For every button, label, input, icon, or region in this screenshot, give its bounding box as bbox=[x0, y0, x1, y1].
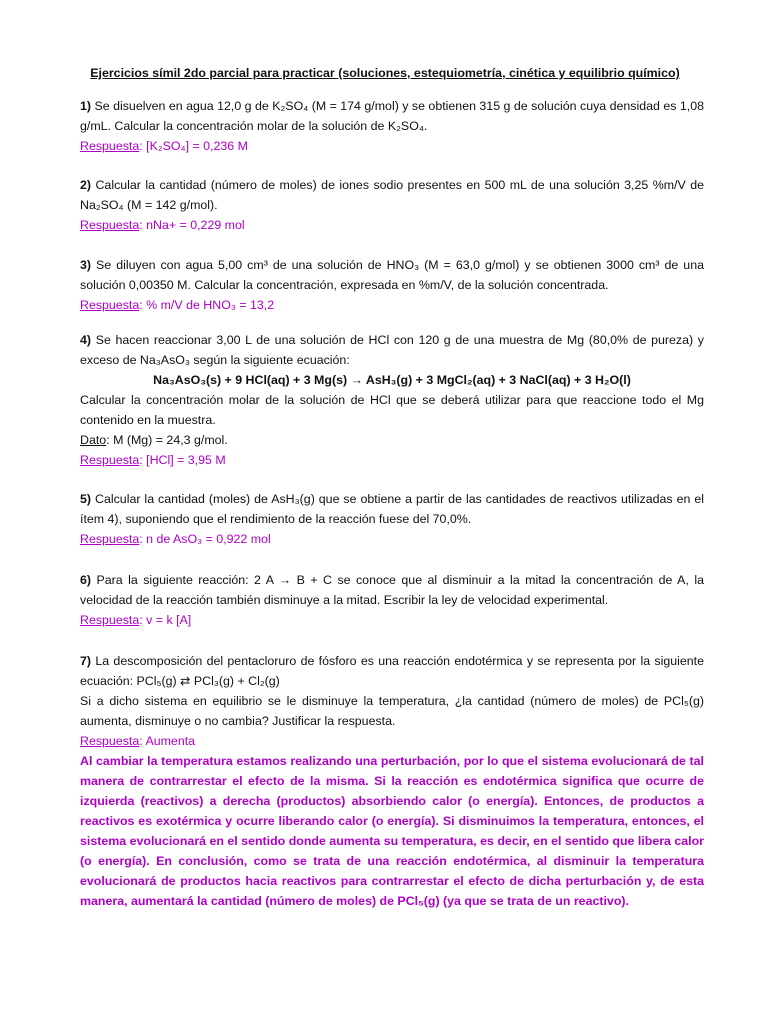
answer-value: v = k [A] bbox=[146, 613, 192, 627]
exercise-1: 1) Se disuelven en agua 12,0 g de K₂SO₄ (M = 174 g/mol) y se obtienen 315 g de solución cuya densidad es 1,08 g/mL. Calcular la concentración molar de la solución de K₂SO₄. Respuesta: [K₂SO₄] = 0,236 M bbox=[80, 99, 704, 153]
answer-value: n de AsO₃ = 0,922 mol bbox=[146, 532, 271, 546]
data-text: M (Mg) = 24,3 g/mol. bbox=[113, 433, 228, 447]
exercise-statement: Se diluyen con agua 5,00 cm³ de una solución de HNO₃ (M = 63,0 g/mol) y se obtienen 3000 cm³ de una solución 0,00350 M. Calcular la concentración, expresada en %m/V, de la solución concentrada. bbox=[80, 258, 704, 292]
exercise-number: 6) bbox=[80, 573, 92, 587]
exercise-statement: Se disuelven en agua 12,0 g de K₂SO₄ (M = 174 g/mol) y se obtienen 315 g de solución cuya densidad es 1,08 g/mL. Calcular la concentración molar de la solución de K₂SO₄. bbox=[80, 99, 704, 133]
exercise-3: 3) Se diluyen con agua 5,00 cm³ de una solución de HNO₃ (M = 63,0 g/mol) y se obtienen 3000 cm³ de una solución 0,00350 M. Calcular la concentración, expresada en %m/V, de la solución concentrada. Respuesta: % m/V de HNO₃ = 13,2 bbox=[80, 258, 704, 312]
exercise-statement: Para la siguiente reacción: 2 A → B + C se conoce que al disminuir a la mitad la concentración de A, la velocidad de la reacción también disminuye a la mitad. Escribir la ley de velocidad experimental. bbox=[80, 573, 704, 607]
exercise-5: 5) Calcular la cantidad (moles) de AsH₃(g) que se obtiene a partir de las cantidades de reactivos utilizadas en el ítem 4), suponiendo que el rendimiento de la reacción fuese del 70,0%. Respuesta: n de AsO₃ = 0,922 mol bbox=[80, 492, 704, 546]
answer-label: Respuesta bbox=[80, 734, 140, 748]
answer-label: Respuesta bbox=[80, 139, 140, 153]
data-label: Dato bbox=[80, 433, 107, 447]
exercise-statement: Calcular la cantidad (número de moles) de iones sodio presentes en 500 mL de una solución 3,25 %m/V de Na₂SO₄ (M = 142 g/mol). bbox=[80, 178, 704, 212]
exercise-7: 7) La descomposición del pentacloruro de fósforo es una reacción endotérmica y se representa por la siguiente ecuación: PCl₅(g) ⇄ PCl₃(g) + Cl₂(g) Si a dicho sistema en equilibrio se le disminuye la temperatura, ¿la cantidad (número de moles) de PCl₅(g) aumenta, disminuye o no cambia? Justificar la respuesta. Respuesta: Aumenta Al cambiar la temperatura estamos realizando una perturbación, por lo que el sistema evolucionará de tal manera de contrarrestar el efecto de la misma. Si la reacción es endotérmica significa que ocurre de izquierda (reactivos) a derecha (productos) absorbiendo calor (o energía). Entonces, de productos a reactivos es exotérmica y ocurre liberando calor (o energía). Si disminuimos la temperatura, entonces, el sistema evolucionará en el sentido donde aumenta su temperatura, es decir, en el sentido que libera calor (o energía). En conclusión, como se trata de una reacción endotérmica, al disminuir la temperatura evolucionará de productos hacia reactivos para contrarrestar el efecto de dicha perturbación y, de esta manera, aumentará la cantidad (número de moles) de PCl₅(g) (ya que se trata de un reactivo). bbox=[80, 651, 704, 911]
exercise-number: 1) bbox=[80, 99, 92, 113]
exercise-6: 6) Para la siguiente reacción: 2 A → B + C se conoce que al disminuir a la mitad la concentración de A, la velocidad de la reacción también disminuye a la mitad. Escribir la ley de velocidad experimental. Respuesta: v = k [A] bbox=[80, 573, 704, 627]
exercise-2: 2) Calcular la cantidad (número de moles) de iones sodio presentes en 500 mL de una solución 3,25 %m/V de Na₂SO₄ (M = 142 g/mol). Respuesta: nNa+ = 0,229 mol bbox=[80, 178, 704, 232]
exercise-number: 5) bbox=[80, 492, 92, 506]
answer-label: Respuesta bbox=[80, 218, 140, 232]
exercise-statement-2: Calcular la concentración molar de la solución de HCl que se deberá utilizar para que reaccione todo el Mg contenido en la muestra. bbox=[80, 393, 704, 427]
answer-label: Respuesta bbox=[80, 453, 140, 467]
chemical-equation: Na₃AsO₃(s) + 9 HCl(aq) + 3 Mg(s) → AsH₃(g) + 3 MgCl₂(aq) + 3 NaCl(aq) + 3 H₂O(l) bbox=[153, 373, 631, 387]
answer-value: % m/V de HNO₃ = 13,2 bbox=[146, 298, 275, 312]
document-title: Ejercicios símil 2do parcial para practicar (soluciones, estequiometría, cinética y equilibrio químico) bbox=[90, 66, 680, 80]
answer-value: nNa+ = 0,229 mol bbox=[146, 218, 245, 232]
answer-value: [K₂SO₄] = 0,236 M bbox=[146, 139, 248, 153]
answer-value: Aumenta bbox=[145, 734, 196, 748]
exercise-statement-2: Si a dicho sistema en equilibrio se le disminuye la temperatura, ¿la cantidad (número de moles) de PCl₅(g) aumenta, disminuye o no cambia? Justificar la respuesta. bbox=[80, 694, 704, 728]
exercise-number: 2) bbox=[80, 178, 92, 192]
exercise-statement: Calcular la cantidad (moles) de AsH₃(g) que se obtiene a partir de las cantidades de reactivos utilizadas en el ítem 4), suponiendo que el rendimiento de la reacción fuese del 70,0%. bbox=[80, 492, 704, 526]
exercise-4: 4) Se hacen reaccionar 3,00 L de una solución de HCl con 120 g de una muestra de Mg (80,0% de pureza) y exceso de Na₃AsO₃ según la siguiente ecuación: Na₃AsO₃(s) + 9 HCl(aq) + 3 Mg(s) → AsH₃(g) + 3 MgCl₂(aq) + 3 NaCl(aq) + 3 H₂O(l) Calcular la concentración molar de la solución de HCl que se deberá utilizar para que reaccione todo el Mg contenido en la muestra. Dato: M (Mg) = 24,3 g/mol. Respuesta: [HCl] = 3,95 M bbox=[80, 333, 704, 467]
exercise-number: 3) bbox=[80, 258, 92, 272]
exercise-number: 7) bbox=[80, 654, 92, 668]
exercise-statement: Se hacen reaccionar 3,00 L de una solución de HCl con 120 g de una muestra de Mg (80,0% de pureza) y exceso de Na₃AsO₃ según la siguiente ecuación: bbox=[80, 333, 704, 367]
exercise-statement: La descomposición del pentacloruro de fósforo es una reacción endotérmica y se representa por la siguiente ecuación: PCl₅(g) ⇄ PCl₃(g) + Cl₂(g) bbox=[80, 654, 704, 688]
exercise-number: 4) bbox=[80, 333, 92, 347]
answer-label: Respuesta bbox=[80, 532, 140, 546]
answer-value: [HCl] = 3,95 M bbox=[146, 453, 226, 467]
answer-label: Respuesta bbox=[80, 298, 140, 312]
answer-explanation: Al cambiar la temperatura estamos realizando una perturbación, por lo que el sistema evolucionará de tal manera de contrarrestar el efecto de la misma. Si la reacción es endotérmica significa que ocurre de izquierda (reactivos) a derecha (productos) absorbiendo calor (o energía). Entonces, de productos a reactivos es exotérmica y ocurre liberando calor (o energía). Si disminuimos la temperatura, entonces, el sistema evolucionará en el sentido donde aumenta su temperatura, es decir, en el sentido que libera calor (o energía). En conclusión, como se trata de una reacción endotérmica, al disminuir la temperatura evolucionará de productos hacia reactivos para contrarrestar el efecto de dicha perturbación y, de esta manera, aumentará la cantidad (número de moles) de PCl₅(g) (ya que se trata de un reactivo). bbox=[80, 754, 704, 908]
answer-label: Respuesta bbox=[80, 613, 140, 627]
